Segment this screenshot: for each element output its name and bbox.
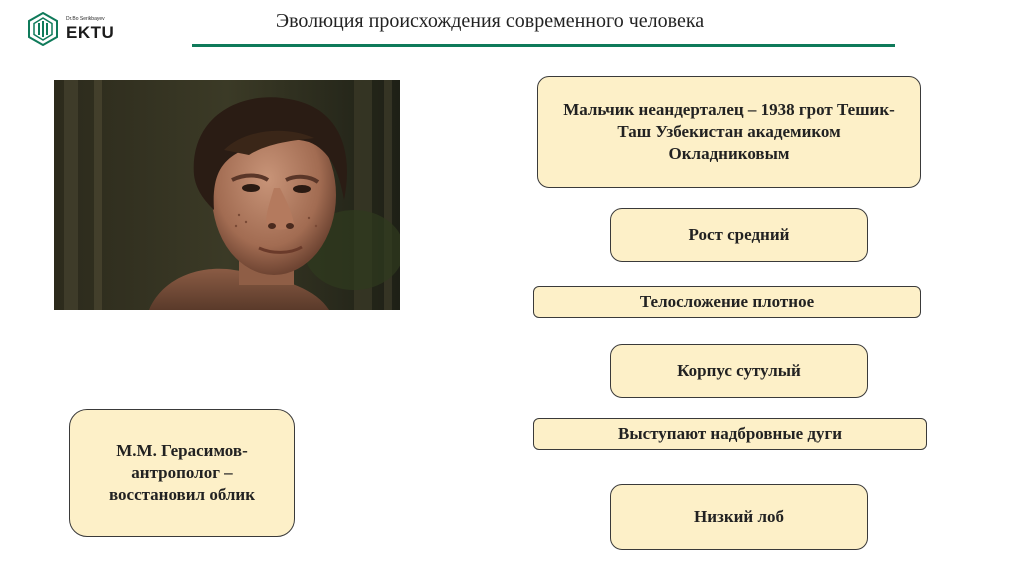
build-box (533, 286, 921, 318)
height-text: Рост средний (688, 224, 790, 244)
logo-subtitle: Dr.Bo Serikbayev (66, 16, 105, 22)
height-box (610, 208, 868, 262)
forehead-box (610, 484, 868, 550)
neanderthal-boy-portrait (54, 80, 400, 310)
posture-text: Корпус сутулый (677, 360, 801, 380)
page-title: Эволюция происхождения современного человека (275, 10, 705, 32)
brow-text: Выступают надбровные дуги (617, 423, 843, 443)
brow-box (533, 418, 927, 450)
title-divider (192, 44, 895, 47)
discovery-box (537, 76, 921, 188)
logo-name: EKTU (66, 23, 115, 42)
portrait-illustration (54, 80, 400, 310)
build-text: Телосложение плотное (639, 291, 815, 311)
ektu-emblem-icon (26, 12, 60, 46)
posture-box (610, 344, 868, 398)
forehead-text: Низкий лоб (693, 506, 785, 526)
discovery-text: Мальчик неандерталец – 1938 грот Тешик-Таш Узбекистан академиком Окладниковым (563, 99, 895, 164)
credit-box (69, 409, 295, 537)
ektu-logo (26, 12, 114, 46)
credit-text: М.М. Герасимов-антрополог – восстановил облик (108, 440, 256, 505)
